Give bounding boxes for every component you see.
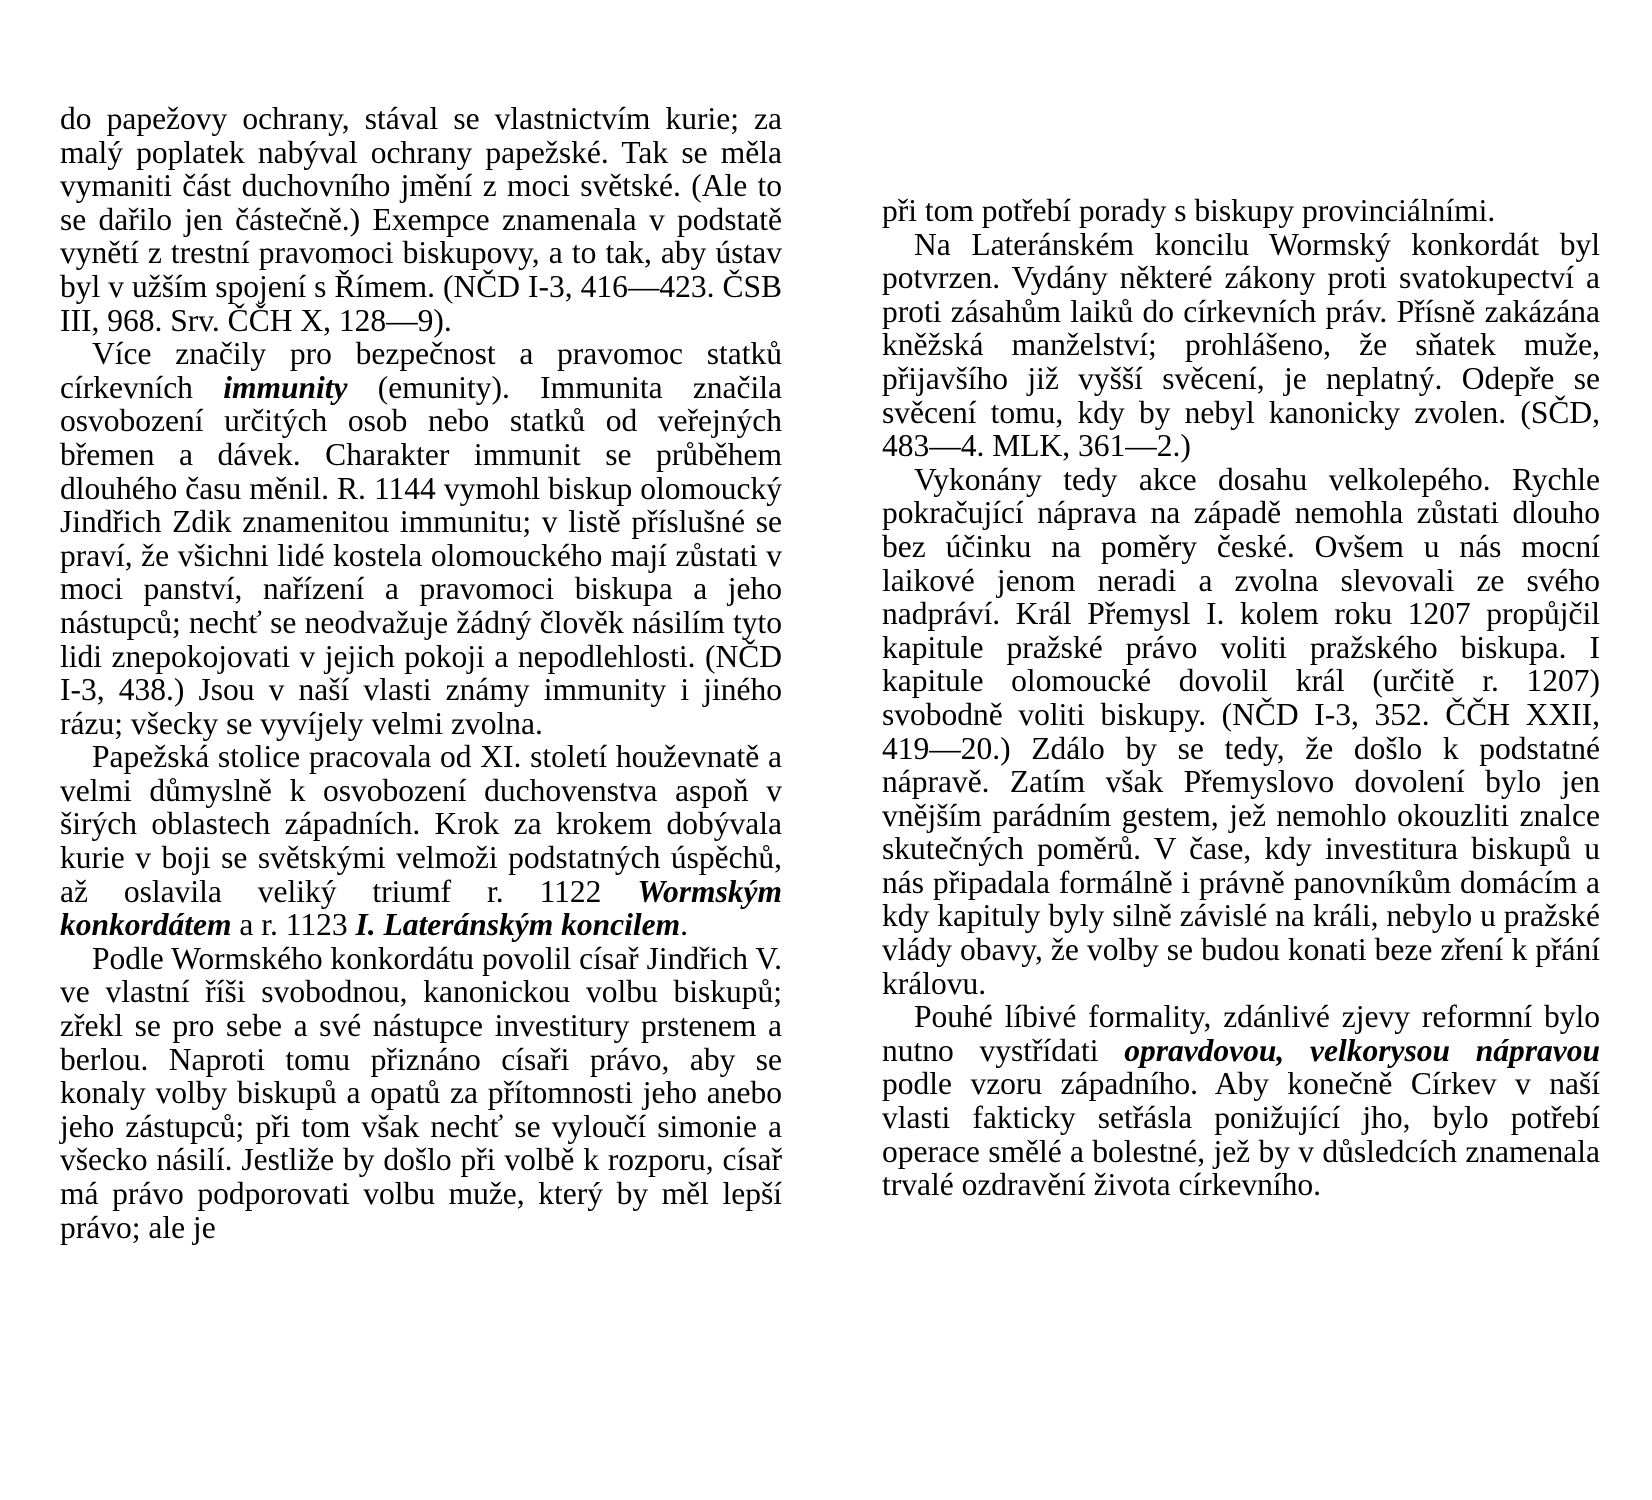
emphasis-term: opravdovou, velkorysou nápravou (1124, 1032, 1600, 1068)
text-run: a r. 1123 (231, 907, 356, 943)
text-run: (emunity). Immunita značila osvobození určitých osob nebo statků od veřejných břemen a dávek. Charakter immunit se průběhem dlouhého času měnil. R. 1144 vymohl biskup olomoucký Jindřich Zdik znamenitou immunitu; v listě příslušné se praví, že všichni lidé kostela olomouckého mají zůstati v moci panství, nařízení a pravomoci biskupa a jeho nástupců; nechť se neodvažuje žádný člověk násilím tyto lidi znepokojovati v jejich pokoji a nepodlehlosti. (NČD I-3, 438.) Jsou v naší vlasti známy immunity i jiného rázu; všecky se vyvíjely velmi zvolna. (60, 369, 783, 741)
paragraph: Na Lateránském koncilu Wormský konkordát byl potvrzen. Vydány některé zákony proti svatokupectví a proti zásahům laiků do církevních práv. Přísně zakázána kněžská manželství; prohlášeno, že sňatek muže, přijavšího již vyšší svěcení, je neplatný. Odepře se svěcení tomu, kdy by nebyl kanonicky zvolen. (SČD, 483—4. MLK, 361—2.) (882, 226, 1600, 464)
text-run: podle vzoru západního. Aby konečně Církev v naší vlasti fakticky setřásla ponižující jho, bylo potřebí operace smělé a bolestné, jež by v důsledcích znamenala trvalé ozdravění života církevního. (882, 1066, 1600, 1203)
paragraph: do papežovy ochrany, stával se vlastnictvím kurie; za malý poplatek nabýval ochrany papežské. Tak se měla vymaniti část duchovního jmění z moci světské. (Ale to se dařilo jen částečně.) Exempce znamenala v podstatě vynětí z trestní pravomoci biskupovy, a to tak, aby ústav byl v užším spojení s Římem. (NČD I-3, 416—423. ČSB III, 968. Srv. ČČH X, 128—9). (60, 101, 782, 338)
paragraph (882, 1000, 1600, 1202)
text-run: . (680, 907, 688, 943)
text-run: Pouhé líbivé formality, zdánlivé zjevy reformní bylo nutno vystřídati (882, 999, 1600, 1068)
emphasis-term: I. Lateránským koncilem (355, 907, 681, 943)
text-run: Papežská stolice pracovala od XI. století houževnatě a velmi důmyslně k osvobození duchovenstva aspoň v širých oblastech západních. Krok za krokem dobývala kurie v boji se světskými velmoži podstatných úspěchů, až oslavila veliký triumf r. 1122 (60, 739, 782, 909)
paragraph: Vykonány tedy akce dosahu velkolepého. Rychle pokračující náprava na západě nemohla zůstati dlouho bez účinku na poměry české. Ovšem u nás mocní laikové jenom neradi a zvolna slevovali ze svého nadpráví. Král Přemysl I. kolem roku 1207 propůjčil kapitule pražské právo voliti pražského biskupa. I kapitule olomoucké dovolil král (určitě r. 1207) svobodně voliti biskupy. (NČD I-3, 352. ČČH XXII, 419—20.) Zdálo by se tedy, že došlo k podstatné nápravě. Zatím však Přemyslovo dovolení bylo jen vnějším parádním gestem, jež nemohlo okouzliti znalce skutečných poměrů. V čase, kdy investitura biskupů u nás připadala formálně i právně panovníkům domácím a kdy kapituly byly silně závislé na králi, nebylo u pražské vlády obavy, že volby se budou konati beze zření k přání královu. (882, 461, 1600, 1001)
paragraph: Podle Wormského konkordátu povolil císař Jindřich V. ve vlastní říši svobodnou, kanonickou volbu biskupů; zřekl se pro sebe a své nástupce investitury prstenem a berlou. Naproti tomu přiznáno císaři právo, aby se konaly volby biskupů a opatů za přítomnosti jeho anebo jeho zástupců; při tom však nechť se vyloučí simonie a všecko násilí. Jestliže by došlo při volbě k rozporu, císař má právo podporovati volbu muže, který by měl lepší právo; ale je (60, 940, 782, 1245)
paragraph (60, 337, 782, 740)
text-run: Více značily pro bezpečnost a pravomoc statků církevních (60, 336, 782, 405)
right-text-column (882, 194, 1600, 1202)
emphasis-term: immunity (223, 369, 348, 405)
paragraph (60, 740, 782, 942)
emphasis-term: Wormským konkordátem (60, 873, 782, 943)
paragraph: při tom potřebí porady s biskupy provinciálními. (882, 193, 1496, 228)
left-text-column (60, 102, 782, 1244)
